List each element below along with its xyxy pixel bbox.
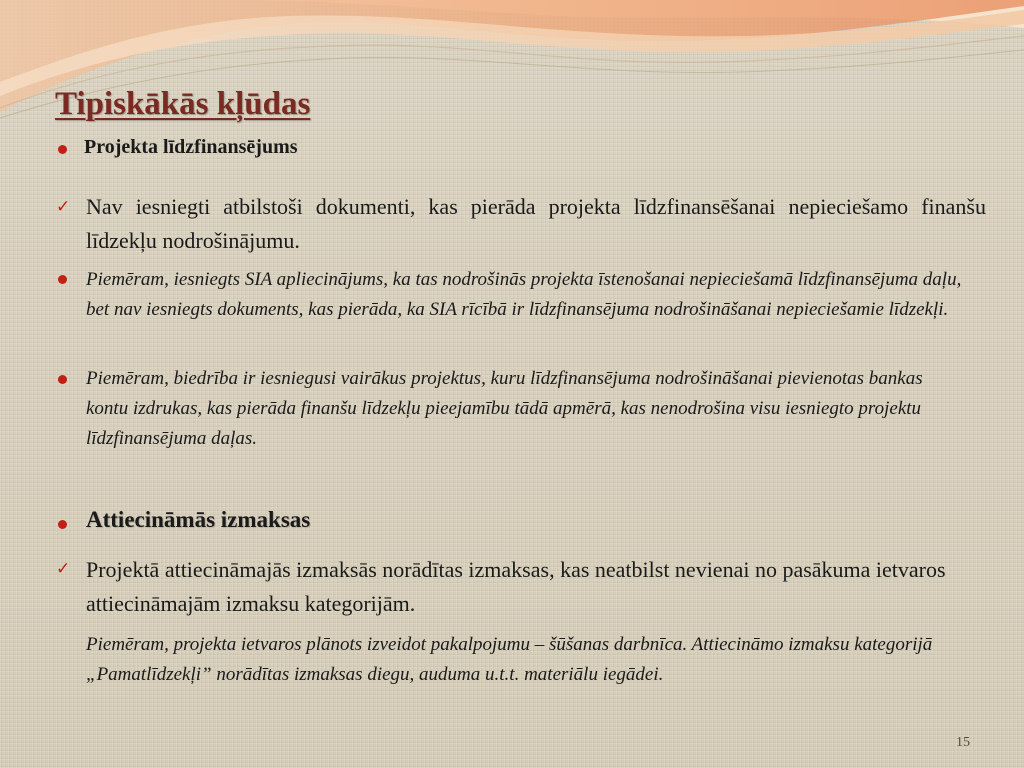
bullet-icon xyxy=(58,145,67,154)
section2-heading: Attiecināmās izmaksas xyxy=(86,507,311,532)
section2-check-text: Projektā attiecināmajās izmaksās norādītas izmaksas, kas neatbilst nevienai no pasākuma ietvaros attiecināmajām izmaksu kategorijām. xyxy=(86,557,946,616)
page-number: 15 xyxy=(956,735,970,750)
page-title: Tipiskākās kļūdas xyxy=(55,86,311,122)
section1-example-1: Piemēram, iesniegts SIA apliecinājums, ka tas nodrošinās projekta īstenošanai nepieciešamā līdzfinansējuma daļu, bet nav iesniegts dokuments, kas pierāda, ka SIA rīcībā ir līdzfinansējuma nodrošināšanai nepieciešamie līdzekļi. xyxy=(86,269,962,320)
checkmark-icon: ✓ xyxy=(56,559,71,579)
bullet-icon xyxy=(58,375,67,384)
bullet-icon xyxy=(58,275,67,284)
bullet-icon xyxy=(58,520,67,529)
section2-example: Piemēram, projekta ietvaros plānots izveidot pakalpojumu – šūšanas darbnīca. Attiecināmo izmaksu kategorijā „Pamatlīdzekļi” norādītas izmaksas diegu, auduma u.t.t. materiālu iegādei. xyxy=(86,634,933,685)
section1-check-text: Nav iesniegti atbilstoši dokumenti, kas pierāda projekta līdzfinansēšanai nepieciešamo finanšu līdzekļu nodrošinājumu. xyxy=(86,194,986,253)
section1-example-2: Piemēram, biedrība ir iesniegusi vairākus projektus, kuru līdzfinansējuma nodrošināšanai pievienotas bankas kontu izdrukas, kas pierāda finanšu līdzekļu pieejamību tādā apmērā, kas nenodrošina visu iesniegto projektu līdzfinansējuma daļas. xyxy=(86,368,923,449)
checkmark-icon: ✓ xyxy=(56,197,71,217)
section1-heading: Projekta līdzfinansējums xyxy=(84,136,298,158)
